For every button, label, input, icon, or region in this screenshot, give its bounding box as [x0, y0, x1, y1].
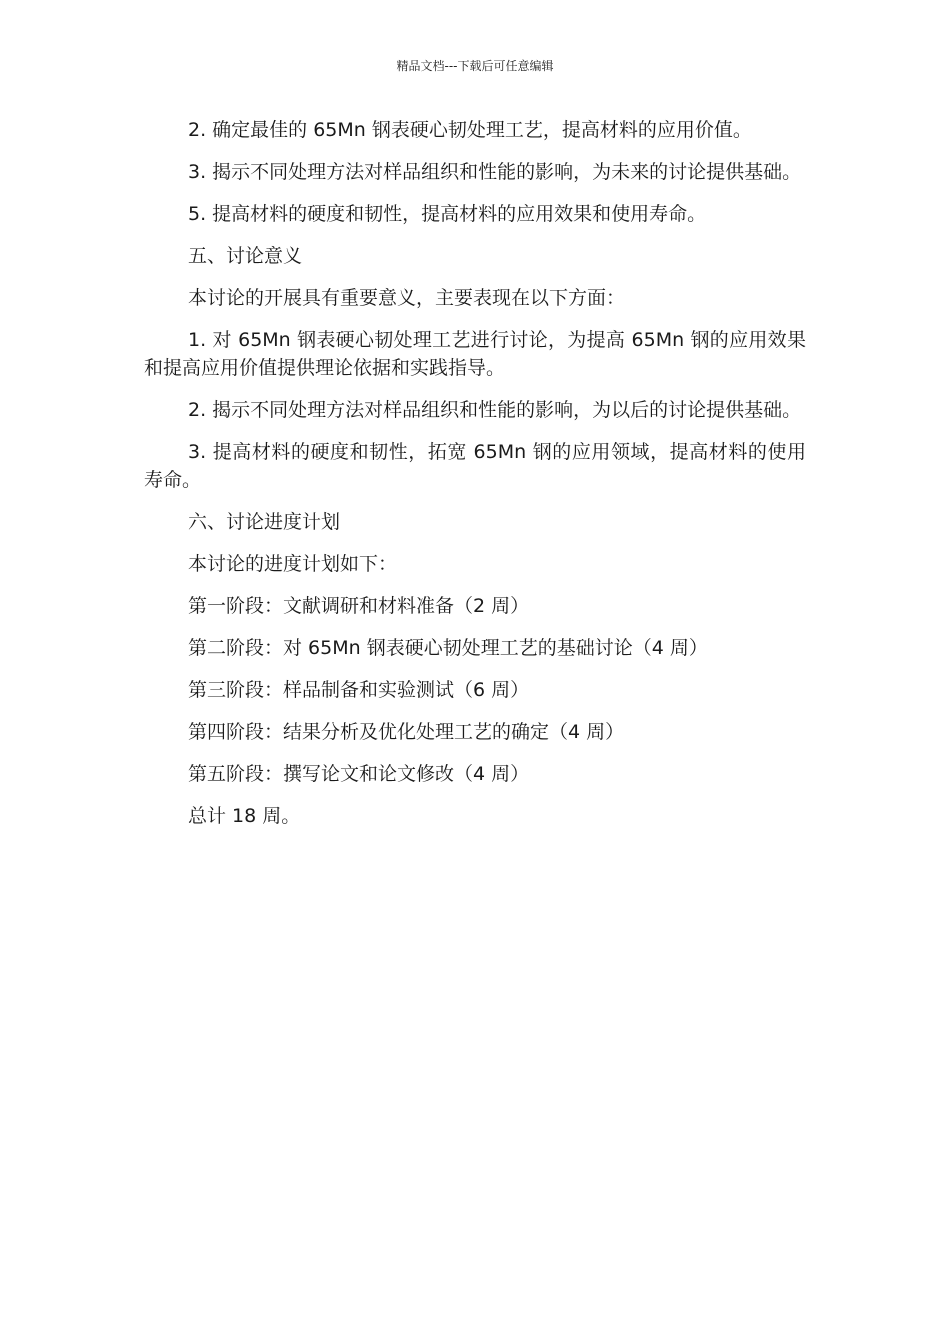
section-heading-significance: 五、讨论意义 — [188, 245, 303, 267]
significance-item-1: 1. 对 65Mn 钢表硬心韧处理工艺进行讨论，为提高 65Mn 钢的应用效果和提高应用价值提供理论依据和实践指导。 — [144, 329, 806, 379]
significance-item-3: 3. 提高材料的硬度和韧性，拓宽 65Mn 钢的应用领域，提高材料的使用寿命。 — [144, 441, 806, 491]
objective-item-2: 2. 确定最佳的 65Mn 钢表硬心韧处理工艺，提高材料的应用价值。 — [188, 119, 752, 141]
schedule-stage-1: 第一阶段：文献调研和材料准备（2 周） — [188, 595, 530, 617]
page-header: 精品文档---下载后可任意编辑 — [396, 59, 554, 73]
significance-intro: 本讨论的开展具有重要意义，主要表现在以下方面： — [188, 287, 626, 309]
schedule-intro: 本讨论的进度计划如下： — [188, 553, 398, 575]
schedule-stage-4: 第四阶段：结果分析及优化处理工艺的确定（4 周） — [188, 721, 625, 743]
schedule-stage-3: 第三阶段：样品制备和实验测试（6 周） — [188, 679, 530, 701]
schedule-total: 总计 18 周。 — [188, 805, 301, 827]
significance-item-2: 2. 揭示不同处理方法对样品组织和性能的影响，为以后的讨论提供基础。 — [188, 399, 802, 421]
schedule-stage-5: 第五阶段：撰写论文和论文修改（4 周） — [188, 763, 530, 785]
schedule-stage-2: 第二阶段：对 65Mn 钢表硬心韧处理工艺的基础讨论（4 周） — [188, 637, 708, 659]
objective-item-5: 5. 提高材料的硬度和韧性，提高材料的应用效果和使用寿命。 — [188, 203, 707, 225]
section-heading-schedule: 六、讨论进度计划 — [188, 511, 341, 533]
document-body — [144, 116, 806, 844]
objective-item-3: 3. 揭示不同处理方法对样品组织和性能的影响，为未来的讨论提供基础。 — [188, 161, 802, 183]
